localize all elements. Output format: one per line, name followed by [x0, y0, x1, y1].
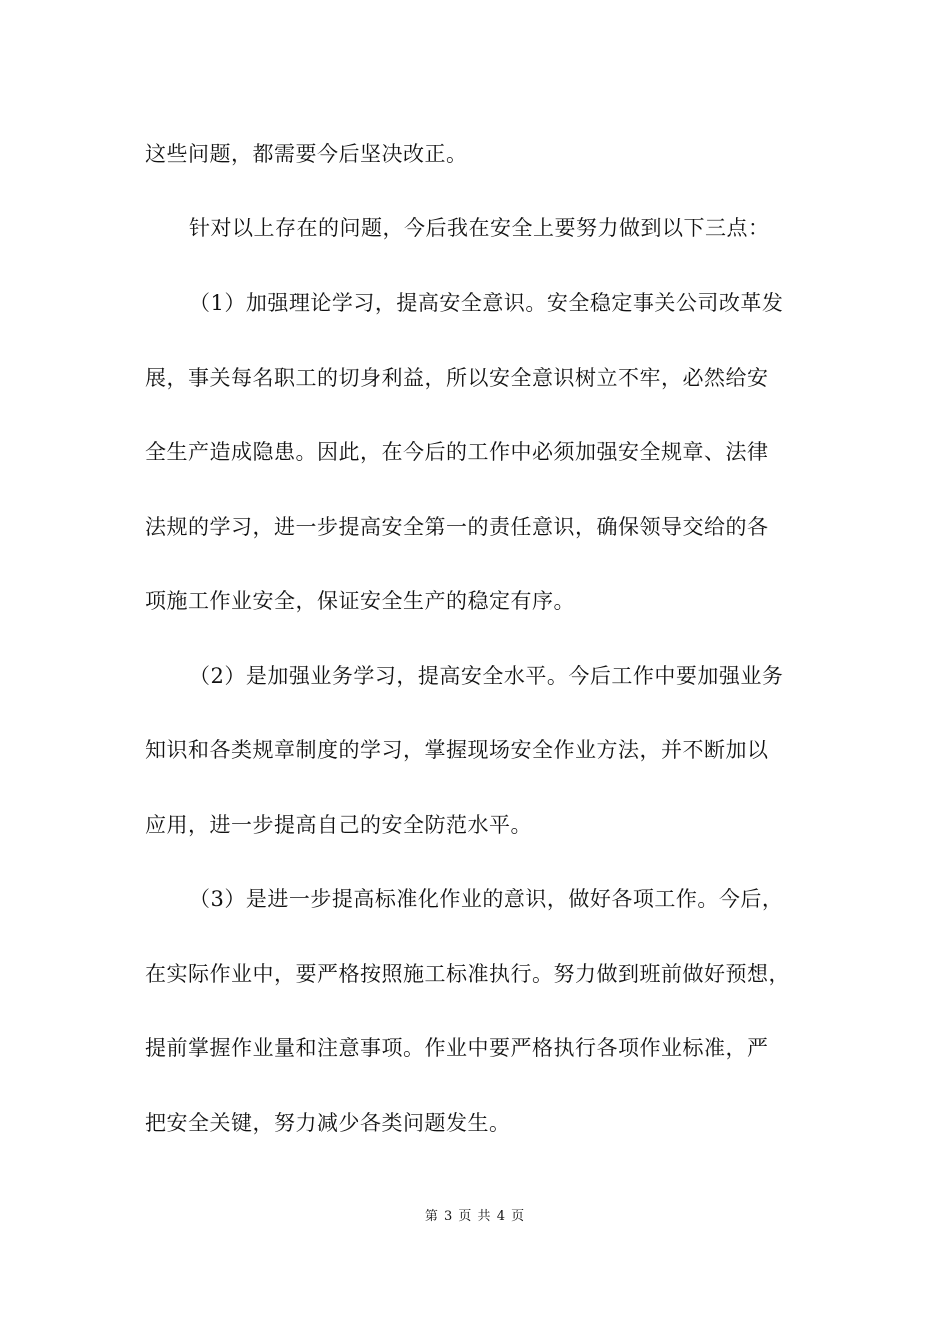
text-line: 法规的学习，进一步提高安全第一的责任意识，确保领导交给的各 — [145, 515, 769, 539]
text-line: 在实际作业中，要严格按照施工标准执行。努力做到班前做好预想， — [145, 962, 790, 986]
text-line: 提前掌握作业量和注意事项。作业中要严格执行各项作业标准，严 — [145, 1036, 769, 1060]
text-line: 把安全关键，努力减少各类问题发生。 — [145, 1111, 511, 1135]
text-line: 这些问题，都需要今后坚决改正。 — [145, 142, 468, 166]
text-line: （1）加强理论学习，提高安全意识。安全稳定事关公司改革发 — [189, 291, 784, 315]
text-line: 针对以上存在的问题，今后我在安全上要努力做到以下三点： — [189, 216, 770, 240]
page-number-footer: 第 3 页 共 4 页 — [424, 1209, 526, 1224]
text-line: 全生产造成隐患。因此，在今后的工作中必须加强安全规章、法律 — [145, 440, 769, 464]
text-line: （2）是加强业务学习，提高安全水平。今后工作中要加强业务 — [189, 664, 784, 688]
text-line: 应用，进一步提高自己的安全防范水平。 — [145, 813, 532, 837]
text-line: （3）是进一步提高标准化作业的意识，做好各项工作。今后， — [189, 887, 784, 911]
text-line: 项施工作业安全，保证安全生产的稳定有序。 — [145, 589, 575, 613]
text-line: 展，事关每名职工的切身利益，所以安全意识树立不牢，必然给安 — [145, 366, 769, 390]
text-line: 知识和各类规章制度的学习，掌握现场安全作业方法，并不断加以 — [145, 738, 769, 762]
